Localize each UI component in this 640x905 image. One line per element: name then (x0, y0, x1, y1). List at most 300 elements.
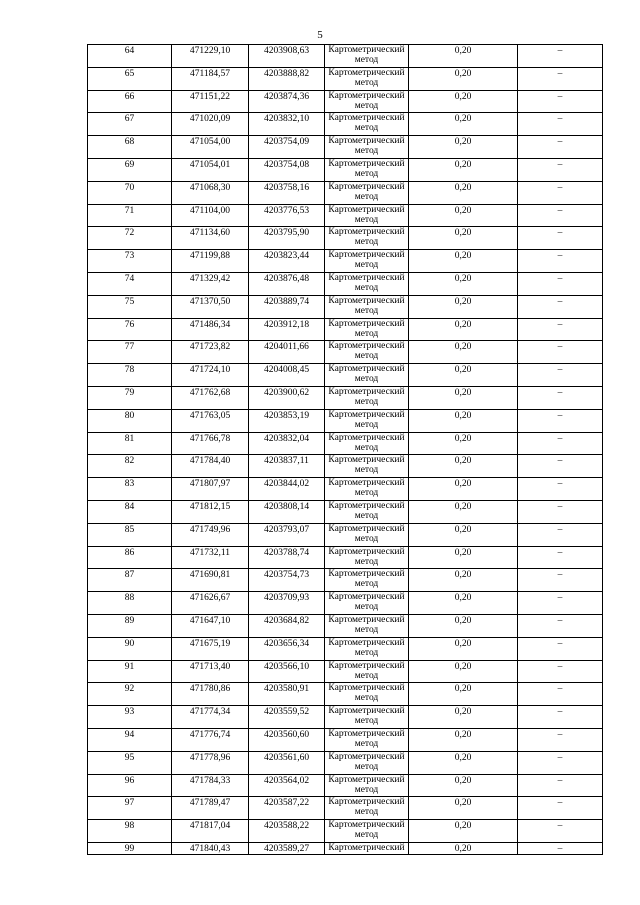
accuracy-cell (409, 409, 518, 432)
coordinate-x-cell-text: 471054,01 (189, 159, 231, 170)
accuracy-cell (409, 820, 518, 843)
coordinate-y-cell-text: 4203912,18 (263, 319, 310, 330)
table-row (88, 797, 603, 820)
coordinate-x-cell (172, 136, 249, 159)
note-cell (518, 637, 603, 660)
coordinate-y-cell-text: 4203560,60 (263, 729, 310, 740)
note-cell-text: – (557, 752, 563, 763)
point-number-cell-text: 96 (124, 775, 135, 786)
method-cell-text: Картометрический метод (328, 432, 405, 453)
accuracy-cell (409, 341, 518, 364)
note-cell (518, 478, 603, 501)
coordinate-y-cell-text: 4204011,66 (264, 342, 309, 353)
note-cell-text: – (557, 798, 563, 809)
coordinate-x-cell-text: 471486,34 (189, 319, 231, 330)
coordinate-x-cell (172, 341, 249, 364)
point-number-cell (88, 45, 172, 68)
point-number-cell (88, 227, 172, 250)
table-row (88, 774, 603, 797)
coordinate-y-cell-text: 4203587,22 (263, 798, 310, 809)
point-number-cell-text: 78 (124, 365, 135, 376)
point-number-cell (88, 67, 172, 90)
point-number-cell-text: 77 (124, 342, 135, 353)
note-cell (518, 683, 603, 706)
coordinate-y-cell-text: 4203823,44 (263, 251, 310, 262)
coordinate-y-cell-text: 4203837,11 (264, 456, 309, 467)
note-cell-text: – (557, 456, 563, 467)
point-number-cell (88, 523, 172, 546)
coordinate-y-cell (249, 45, 325, 68)
table-row (88, 67, 603, 90)
point-number-cell (88, 592, 172, 615)
note-cell (518, 797, 603, 820)
method-cell-text: Картометрический метод (328, 136, 405, 157)
point-number-cell-text: 80 (124, 410, 135, 421)
table-row (88, 820, 603, 843)
accuracy-cell (409, 45, 518, 68)
coordinate-y-cell (249, 546, 325, 569)
note-cell (518, 90, 603, 113)
coordinate-y-cell (249, 386, 325, 409)
coordinate-y-cell-text: 4203754,08 (263, 159, 310, 170)
note-cell-text: – (557, 228, 563, 239)
accuracy-cell-text: 0,20 (454, 182, 472, 193)
note-cell (518, 455, 603, 478)
point-number-cell-text: 99 (124, 843, 135, 854)
coordinate-x-cell-text: 471229,10 (189, 46, 231, 56)
accuracy-cell (409, 637, 518, 660)
method-cell (325, 341, 409, 364)
coordinates-table (87, 44, 603, 855)
table-row (88, 364, 603, 387)
point-number-cell-text: 67 (124, 114, 135, 125)
point-number-cell (88, 409, 172, 432)
coordinate-y-cell-text: 4203808,14 (263, 501, 310, 512)
method-cell-text: Картометрический метод (328, 250, 405, 271)
accuracy-cell (409, 386, 518, 409)
note-cell (518, 364, 603, 387)
point-number-cell (88, 204, 172, 227)
coordinate-y-cell (249, 455, 325, 478)
point-number-cell-text: 76 (124, 319, 135, 330)
accuracy-cell-text: 0,20 (454, 752, 472, 763)
point-number-cell-text: 89 (124, 615, 135, 626)
point-number-cell (88, 136, 172, 159)
coordinate-x-cell-text: 471626,67 (189, 593, 231, 604)
coordinate-y-cell-text: 4203564,02 (263, 775, 310, 786)
point-number-cell-text: 87 (124, 570, 135, 581)
note-cell-text: – (557, 319, 563, 330)
point-number-cell (88, 432, 172, 455)
coordinate-x-cell (172, 637, 249, 660)
coordinate-y-cell-text: 4203853,19 (263, 410, 310, 421)
coordinate-y-cell (249, 478, 325, 501)
note-cell-text: – (557, 524, 563, 535)
accuracy-cell-text: 0,20 (454, 91, 472, 102)
point-number-cell-text: 98 (124, 821, 135, 832)
accuracy-cell-text: 0,20 (454, 319, 472, 330)
method-cell-text: Картометрический метод (328, 158, 405, 179)
accuracy-cell (409, 728, 518, 751)
accuracy-cell-text: 0,20 (454, 387, 472, 398)
coordinate-y-cell-text: 4203874,36 (263, 91, 310, 102)
accuracy-cell (409, 706, 518, 729)
method-cell-text: Картометрический метод (328, 706, 405, 727)
method-cell-text: Картометрический метод (328, 67, 405, 88)
coordinate-x-cell-text: 471151,22 (189, 91, 231, 102)
coordinate-y-cell-text: 4203776,53 (263, 205, 310, 216)
page-number: 5 (317, 29, 323, 41)
coordinate-x-cell (172, 67, 249, 90)
coordinate-y-cell-text: 4203795,90 (263, 228, 310, 239)
note-cell-text: – (557, 638, 563, 649)
coordinate-y-cell (249, 90, 325, 113)
coordinate-x-cell (172, 45, 249, 68)
note-cell (518, 341, 603, 364)
coordinate-x-cell (172, 113, 249, 136)
coordinate-x-cell-text: 471784,40 (189, 456, 231, 467)
accuracy-cell-text: 0,20 (454, 593, 472, 604)
accuracy-cell (409, 751, 518, 774)
coordinate-x-cell-text: 471817,04 (189, 821, 231, 832)
method-cell (325, 386, 409, 409)
coordinate-x-cell-text: 471776,74 (189, 729, 231, 740)
point-number-cell (88, 546, 172, 569)
coordinate-y-cell (249, 409, 325, 432)
note-cell (518, 842, 603, 854)
coordinate-y-cell (249, 706, 325, 729)
coordinate-x-cell (172, 774, 249, 797)
point-number-cell (88, 728, 172, 751)
note-cell (518, 660, 603, 683)
coordinate-y-cell (249, 158, 325, 181)
coordinate-x-cell (172, 250, 249, 273)
accuracy-cell (409, 272, 518, 295)
coordinate-x-cell (172, 592, 249, 615)
coordinate-y-cell (249, 364, 325, 387)
note-cell (518, 204, 603, 227)
method-cell (325, 227, 409, 250)
coordinate-y-cell (249, 614, 325, 637)
method-cell-text: Картометрический метод (328, 227, 405, 248)
coordinate-y-cell (249, 204, 325, 227)
coordinate-y-cell (249, 250, 325, 273)
method-cell-text: Картометрический метод (328, 478, 405, 499)
accuracy-cell-text: 0,20 (454, 365, 472, 376)
note-cell (518, 523, 603, 546)
note-cell-text: – (557, 46, 563, 56)
note-cell-text: – (557, 615, 563, 626)
coordinate-x-cell (172, 660, 249, 683)
point-number-cell (88, 820, 172, 843)
note-cell-text: – (557, 182, 563, 193)
method-cell-text: Картометрический метод (328, 181, 405, 202)
accuracy-cell (409, 660, 518, 683)
point-number-cell (88, 614, 172, 637)
point-number-cell-text: 84 (124, 501, 135, 512)
coordinate-y-cell (249, 341, 325, 364)
note-cell-text: – (557, 137, 563, 148)
point-number-cell (88, 683, 172, 706)
method-cell (325, 113, 409, 136)
coordinate-x-cell-text: 471763,05 (189, 410, 231, 421)
coordinate-x-cell-text: 471812,15 (189, 501, 231, 512)
coordinate-x-cell (172, 318, 249, 341)
coordinate-y-cell (249, 842, 325, 854)
coordinate-x-cell (172, 478, 249, 501)
coordinate-y-cell-text: 4204008,45 (263, 365, 310, 376)
note-cell-text: – (557, 501, 563, 512)
coordinate-y-cell (249, 272, 325, 295)
method-cell (325, 295, 409, 318)
method-cell (325, 67, 409, 90)
method-cell-text: Картометрический метод (328, 455, 405, 476)
method-cell-text: Картометрический метод (328, 569, 405, 590)
coordinate-x-cell-text: 471068,30 (189, 182, 231, 193)
coordinate-x-cell (172, 751, 249, 774)
coordinate-x-cell (172, 295, 249, 318)
note-cell-text: – (557, 114, 563, 125)
method-cell-text: Картометрический метод (328, 90, 405, 111)
point-number-cell-text: 95 (124, 752, 135, 763)
accuracy-cell-text: 0,20 (454, 798, 472, 809)
coordinate-y-cell-text: 4203656,34 (263, 638, 310, 649)
method-cell (325, 706, 409, 729)
note-cell-text: – (557, 251, 563, 262)
method-cell (325, 592, 409, 615)
coordinate-y-cell-text: 4203684,82 (263, 615, 310, 626)
note-cell (518, 386, 603, 409)
coordinate-x-cell-text: 471329,42 (189, 273, 231, 284)
coordinate-x-cell-text: 471054,00 (189, 137, 231, 148)
note-cell (518, 774, 603, 797)
method-cell (325, 432, 409, 455)
point-number-cell-text: 66 (124, 91, 135, 102)
coordinate-y-cell (249, 318, 325, 341)
coordinate-x-cell (172, 706, 249, 729)
point-number-cell-text: 64 (124, 46, 135, 56)
coordinate-x-cell-text: 471690,81 (189, 570, 231, 581)
method-cell-text: Картометрический метод (328, 272, 405, 293)
accuracy-cell (409, 158, 518, 181)
method-cell (325, 409, 409, 432)
point-number-cell-text: 93 (124, 707, 135, 718)
note-cell-text: – (557, 433, 563, 444)
table-row (88, 637, 603, 660)
coordinate-y-cell (249, 432, 325, 455)
accuracy-cell (409, 204, 518, 227)
table-row (88, 660, 603, 683)
method-cell (325, 820, 409, 843)
table-row (88, 250, 603, 273)
coordinate-y-cell-text: 4203709,93 (263, 593, 310, 604)
coordinate-x-cell (172, 523, 249, 546)
coordinate-x-cell (172, 820, 249, 843)
point-number-cell (88, 295, 172, 318)
point-number-cell (88, 455, 172, 478)
coordinate-x-cell (172, 455, 249, 478)
accuracy-cell-text: 0,20 (454, 433, 472, 444)
note-cell-text: – (557, 684, 563, 695)
method-cell-text: Картометрический метод (328, 546, 405, 567)
point-number-cell (88, 842, 172, 854)
accuracy-cell-text: 0,20 (454, 729, 472, 740)
coordinate-y-cell (249, 728, 325, 751)
note-cell (518, 569, 603, 592)
accuracy-cell (409, 546, 518, 569)
note-cell (518, 272, 603, 295)
method-cell-text: Картометрический (328, 842, 405, 853)
point-number-cell (88, 318, 172, 341)
point-number-cell-text: 97 (124, 798, 135, 809)
note-cell (518, 500, 603, 523)
coordinate-x-cell-text: 471713,40 (189, 661, 231, 672)
method-cell (325, 181, 409, 204)
accuracy-cell (409, 797, 518, 820)
point-number-cell-text: 83 (124, 479, 135, 490)
coordinate-x-cell (172, 272, 249, 295)
method-cell (325, 500, 409, 523)
method-cell-text: Картометрический метод (328, 295, 405, 316)
point-number-cell-text: 82 (124, 456, 135, 467)
note-cell-text: – (557, 843, 563, 854)
coordinate-x-cell-text: 471370,50 (189, 296, 231, 307)
coordinate-y-cell (249, 751, 325, 774)
note-cell-text: – (557, 365, 563, 376)
coordinate-x-cell-text: 471762,68 (189, 387, 231, 398)
note-cell-text: – (557, 342, 563, 353)
coordinate-x-cell (172, 227, 249, 250)
method-cell-text: Картометрический метод (328, 797, 405, 818)
note-cell-text: – (557, 387, 563, 398)
coordinate-y-cell (249, 113, 325, 136)
accuracy-cell (409, 295, 518, 318)
accuracy-cell-text: 0,20 (454, 159, 472, 170)
accuracy-cell (409, 569, 518, 592)
coordinate-x-cell-text: 471732,11 (189, 547, 231, 558)
point-number-cell-text: 71 (124, 205, 135, 216)
table-row (88, 158, 603, 181)
note-cell (518, 67, 603, 90)
method-cell-text: Картометрический метод (328, 113, 405, 134)
accuracy-cell-text: 0,20 (454, 707, 472, 718)
method-cell (325, 614, 409, 637)
method-cell (325, 45, 409, 68)
method-cell-text: Картометрический метод (328, 364, 405, 385)
method-cell (325, 204, 409, 227)
note-cell (518, 409, 603, 432)
note-cell (518, 751, 603, 774)
point-number-cell-text: 81 (124, 433, 135, 444)
note-cell (518, 614, 603, 637)
method-cell-text: Картометрический метод (328, 660, 405, 681)
accuracy-cell (409, 250, 518, 273)
note-cell-text: – (557, 593, 563, 604)
coordinate-y-cell-text: 4203559,52 (263, 707, 310, 718)
method-cell-text: Картометрический метод (328, 386, 405, 407)
coordinate-y-cell (249, 136, 325, 159)
note-cell-text: – (557, 775, 563, 786)
accuracy-cell-text: 0,20 (454, 273, 472, 284)
point-number-cell-text: 90 (124, 638, 135, 649)
table-row (88, 318, 603, 341)
point-number-cell (88, 797, 172, 820)
point-number-cell-text: 92 (124, 684, 135, 695)
coordinate-y-cell (249, 227, 325, 250)
method-cell-text: Картометрический метод (328, 409, 405, 430)
coordinate-x-cell-text: 471807,97 (189, 479, 231, 490)
note-cell (518, 136, 603, 159)
coordinate-x-cell-text: 471778,96 (189, 752, 231, 763)
note-cell-text: – (557, 159, 563, 170)
coordinate-y-cell (249, 683, 325, 706)
coordinate-x-cell (172, 386, 249, 409)
coordinate-y-cell (249, 820, 325, 843)
coordinate-y-cell-text: 4203876,48 (263, 273, 310, 284)
accuracy-cell (409, 227, 518, 250)
accuracy-cell-text: 0,20 (454, 46, 472, 56)
accuracy-cell-text: 0,20 (454, 410, 472, 421)
point-number-cell (88, 478, 172, 501)
coordinate-y-cell-text: 4203900,62 (263, 387, 310, 398)
coordinate-y-cell (249, 295, 325, 318)
method-cell (325, 478, 409, 501)
table-row (88, 409, 603, 432)
coordinate-x-cell (172, 797, 249, 820)
table-row (88, 523, 603, 546)
note-cell-text: – (557, 68, 563, 79)
method-cell (325, 569, 409, 592)
point-number-cell (88, 706, 172, 729)
table-row (88, 546, 603, 569)
table-row (88, 204, 603, 227)
table-row (88, 136, 603, 159)
table-row (88, 90, 603, 113)
point-number-cell (88, 774, 172, 797)
coordinate-x-cell-text: 471766,78 (189, 433, 231, 444)
method-cell (325, 272, 409, 295)
coordinate-x-cell (172, 614, 249, 637)
method-cell-text: Картометрический метод (328, 341, 405, 362)
coordinate-y-cell (249, 637, 325, 660)
coordinate-y-cell (249, 569, 325, 592)
accuracy-cell (409, 67, 518, 90)
accuracy-cell (409, 774, 518, 797)
note-cell (518, 432, 603, 455)
accuracy-cell-text: 0,20 (454, 137, 472, 148)
coordinate-y-cell-text: 4203754,09 (263, 137, 310, 148)
point-number-cell (88, 250, 172, 273)
coordinate-y-cell (249, 67, 325, 90)
coordinate-x-cell-text: 471840,43 (189, 843, 231, 854)
point-number-cell-text: 73 (124, 251, 135, 262)
note-cell (518, 158, 603, 181)
point-number-cell-text: 65 (124, 68, 135, 79)
accuracy-cell (409, 500, 518, 523)
point-number-cell-text: 70 (124, 182, 135, 193)
note-cell (518, 728, 603, 751)
method-cell-text: Картометрический метод (328, 728, 405, 749)
method-cell (325, 683, 409, 706)
method-cell-text: Картометрический метод (328, 523, 405, 544)
coordinate-y-cell (249, 523, 325, 546)
accuracy-cell-text: 0,20 (454, 547, 472, 558)
table-row (88, 500, 603, 523)
note-cell-text: – (557, 273, 563, 284)
point-number-cell-text: 88 (124, 593, 135, 604)
method-cell (325, 318, 409, 341)
point-number-cell-text: 68 (124, 137, 135, 148)
